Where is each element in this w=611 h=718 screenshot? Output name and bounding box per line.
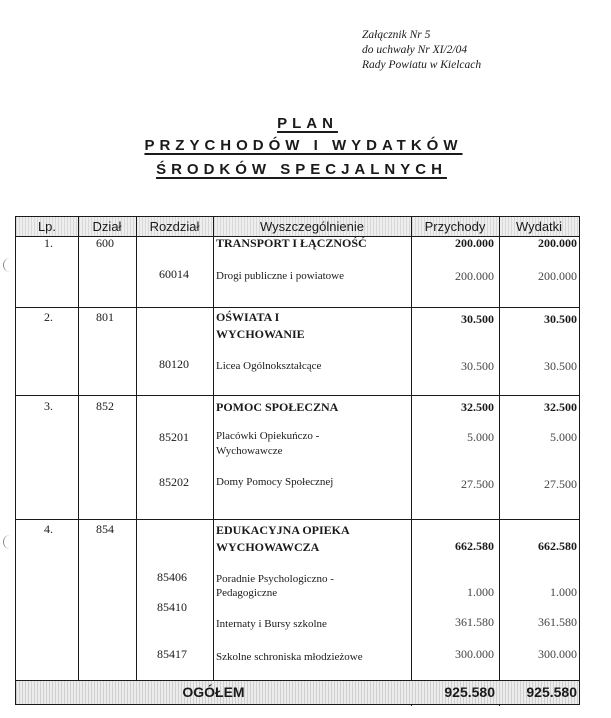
group-divider [16, 307, 579, 308]
group-lp: 1. [44, 236, 53, 250]
item-rozdzial: 85410 [157, 600, 187, 614]
item-name: Domy Pomocy Społecznej [216, 476, 334, 488]
group-wydatki: 30.500 [544, 312, 577, 326]
item-przychody: 30.500 [461, 359, 494, 373]
item-przychody: 27.500 [461, 477, 494, 491]
header-wydatki: Wydatki [515, 219, 563, 234]
attachment-note [362, 28, 481, 73]
item-name: Licea Ogólnokształcące [216, 360, 322, 372]
item-name-continued: Pedagogiczne [216, 587, 278, 599]
total-wydatki: 925.580 [526, 684, 577, 700]
attachment-line: Rady Powiatu w Kielcach [362, 59, 482, 71]
item-wydatki: 5.000 [550, 430, 577, 444]
group-dzial: 854 [96, 522, 114, 536]
group-przychody: 200.000 [455, 236, 494, 250]
group-dzial: 600 [96, 236, 114, 250]
group-name: EDUKACYJNA OPIEKA [216, 523, 350, 537]
page-title-line: ŚRODKÓW SPECJALNYCH [156, 161, 447, 178]
item-rozdzial: 85201 [159, 430, 189, 444]
group-lp: 4. [44, 522, 53, 536]
item-rozdzial: 85202 [159, 475, 189, 489]
item-przychody: 5.000 [467, 430, 494, 444]
item-rozdzial: 80120 [159, 357, 189, 371]
group-name: TRANSPORT I ŁĄCZNOŚĆ [216, 236, 367, 250]
column-divider [213, 217, 214, 681]
item-name: Placówki Opiekuńczo - [216, 430, 320, 442]
item-przychody: 200.000 [455, 269, 494, 283]
item-wydatki: 300.000 [538, 647, 577, 661]
column-divider [78, 217, 79, 681]
group-name: POMOC SPOŁECZNA [216, 400, 339, 414]
item-name: Szkolne schroniska młodzieżowe [216, 651, 363, 663]
item-wydatki: 361.580 [538, 615, 577, 629]
column-divider [136, 217, 137, 681]
item-rozdzial: 60014 [159, 267, 189, 281]
total-przychody: 925.580 [444, 684, 495, 700]
column-divider [411, 217, 412, 706]
group-divider [16, 519, 579, 520]
item-rozdzial: 85406 [157, 570, 187, 584]
item-przychody: 1.000 [467, 585, 494, 599]
item-wydatki: 200.000 [538, 269, 577, 283]
item-name: Poradnie Psychologiczno - [216, 573, 334, 585]
header-rozdzial: Rozdział [149, 219, 200, 234]
group-przychody: 662.580 [455, 539, 494, 553]
group-dzial: 801 [96, 310, 114, 324]
header-dzial: Dział [92, 219, 122, 234]
item-wydatki: 27.500 [544, 477, 577, 491]
punch-hole-mark [3, 535, 11, 549]
group-lp: 3. [44, 399, 53, 413]
column-divider [499, 217, 500, 706]
item-przychody: 361.580 [455, 615, 494, 629]
item-wydatki: 1.000 [550, 585, 577, 599]
item-przychody: 300.000 [455, 647, 494, 661]
header-lp: Lp. [37, 219, 57, 234]
group-wydatki: 32.500 [544, 400, 577, 414]
item-name-continued: Wychowawcze [216, 445, 283, 457]
group-przychody: 30.500 [461, 312, 494, 326]
item-rozdzial: 85417 [157, 647, 187, 661]
page-title: PLAN [277, 115, 338, 132]
header-wyszczegolnienie: Wyszczególnienie [260, 219, 364, 234]
page-title-line: PRZYCHODÓW I WYDATKÓW [144, 137, 463, 154]
attachment-line: do uchwały Nr XI/2/04 [362, 44, 468, 56]
item-wydatki: 30.500 [544, 359, 577, 373]
item-name: Internaty i Bursy szkolne [216, 618, 327, 630]
group-przychody: 32.500 [461, 400, 494, 414]
attachment-line: Załącznik Nr 5 [362, 29, 431, 41]
punch-hole-mark [3, 258, 11, 272]
total-label: OGÓŁEM [182, 684, 245, 700]
budget-table [15, 216, 580, 705]
group-wydatki: 200.000 [538, 236, 577, 250]
item-name: Drogi publiczne i powiatowe [216, 270, 344, 282]
group-name: OŚWIATA I [216, 310, 280, 324]
header-przychody: Przychody [424, 219, 486, 234]
group-divider [16, 395, 579, 396]
group-name-continued: WYCHOWAWCZA [216, 540, 320, 554]
group-lp: 2. [44, 310, 53, 324]
group-dzial: 852 [96, 399, 114, 413]
group-name-continued: WYCHOWANIE [216, 327, 305, 341]
group-wydatki: 662.580 [538, 539, 577, 553]
